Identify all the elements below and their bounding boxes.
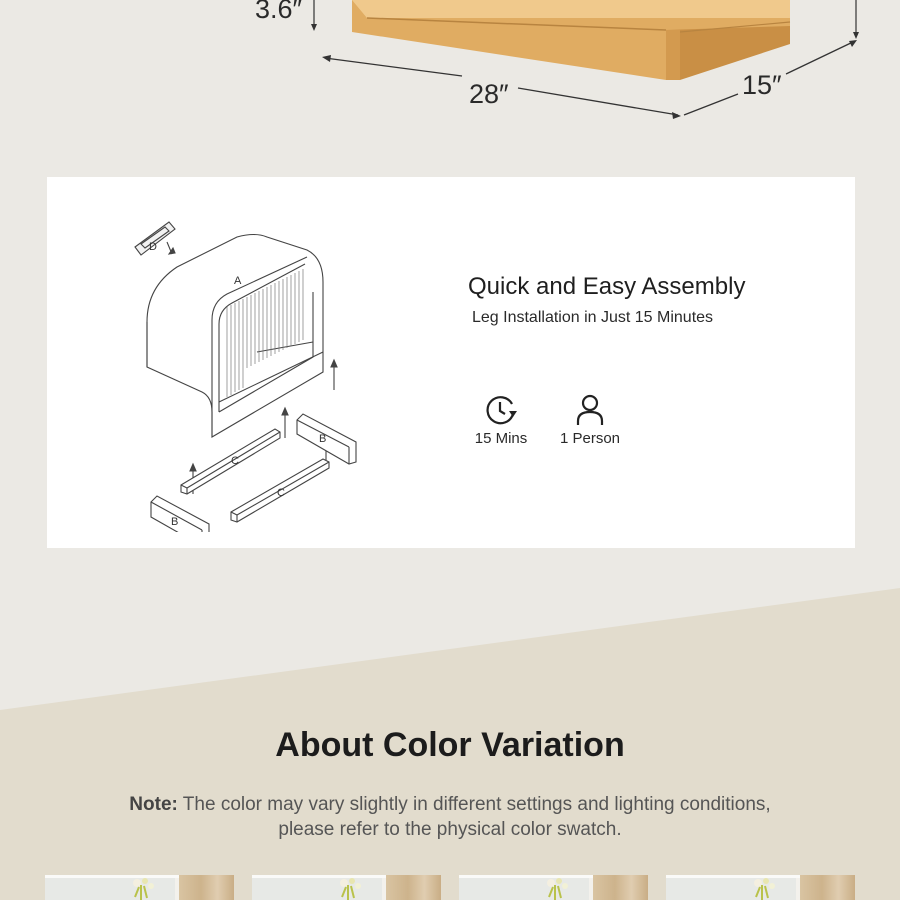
note-label: Note: — [129, 794, 178, 815]
svg-text:B: B — [319, 433, 327, 445]
swatch-photo-4 — [666, 875, 855, 900]
assembly-subtitle: Leg Installation in Just 15 Minutes — [472, 309, 714, 326]
people-stat-label: 1 Person — [559, 430, 621, 447]
height-label: 3.6″ — [255, 0, 303, 24]
assembly-diagram — [127, 202, 387, 532]
note-body: The color may vary slightly in different settings and lighting conditions, please refer to the physical color swatch. — [177, 794, 771, 840]
width-arrow — [325, 58, 462, 76]
swatch-photo-3 — [459, 875, 648, 900]
svg-text:C: C — [277, 487, 285, 499]
svg-text:A: A — [234, 275, 242, 287]
time-stat-label: 15 Mins — [474, 430, 528, 447]
part-b-left — [151, 496, 209, 532]
assembly-title: Quick and Easy Assembly — [468, 273, 746, 300]
depth-label: 15″ — [742, 70, 782, 100]
depth-arrow — [684, 94, 738, 115]
width-label: 28″ — [469, 79, 509, 109]
svg-text:C: C — [231, 455, 239, 467]
people-stat — [550, 394, 630, 447]
color-variation-title: About Color Variation — [275, 726, 625, 764]
time-stat — [461, 394, 541, 447]
assembly-card — [47, 177, 855, 548]
color-variation-note — [100, 792, 800, 842]
clock-icon — [484, 394, 518, 426]
svg-text:D: D — [149, 241, 157, 253]
wood-base-leg — [666, 30, 680, 80]
swatch-photo-1 — [45, 875, 234, 900]
svg-text:B: B — [171, 516, 179, 528]
person-icon — [576, 394, 604, 426]
wood-base-top — [352, 0, 790, 18]
swatch-photo-2 — [252, 875, 441, 900]
